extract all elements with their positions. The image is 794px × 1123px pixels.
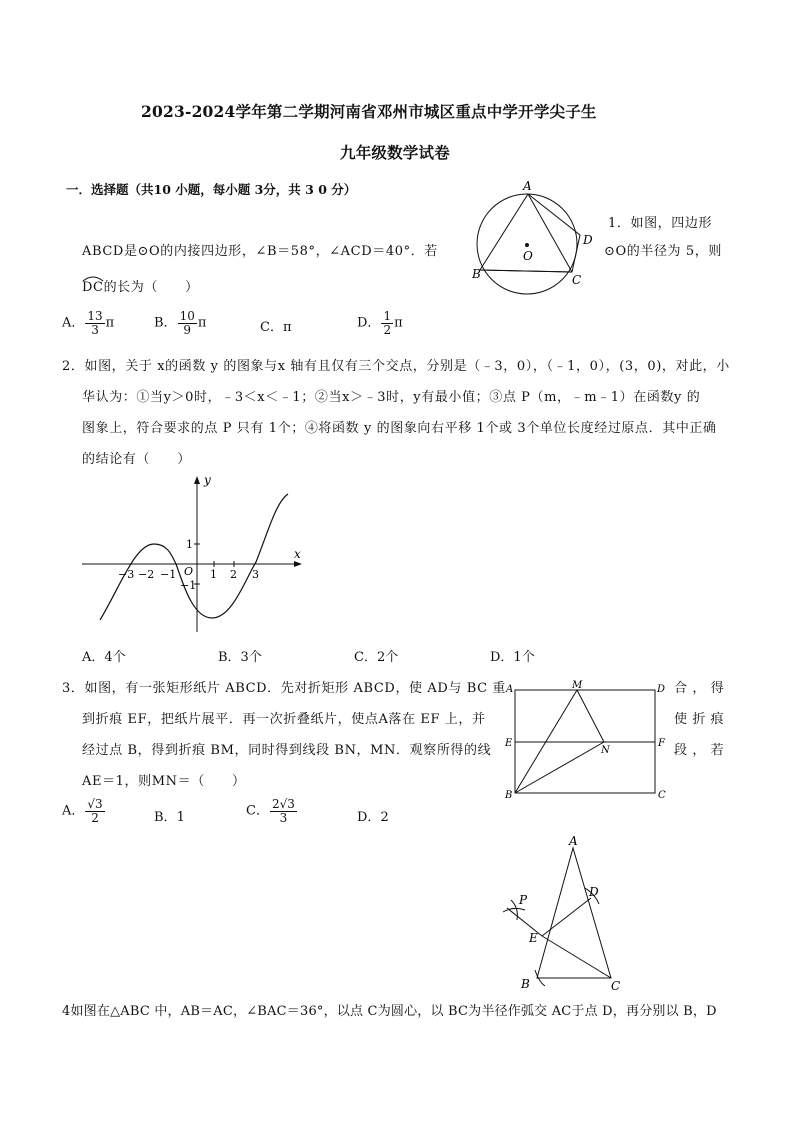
q4-triangle-figure bbox=[495, 836, 635, 996]
seg-mn bbox=[577, 690, 604, 742]
origin-label: O bbox=[184, 565, 194, 578]
q3-line1-right: 合 ， 得 bbox=[674, 681, 725, 696]
chord-bc bbox=[480, 270, 572, 272]
svg-text:P: P bbox=[519, 893, 528, 907]
q4-line1: 4如图在△ABC 中，AB＝AC，∠BAC＝36°，以点 C为圆心，以 BC为半径作弧交 AC于点 D，再分别以 B，D bbox=[62, 1004, 717, 1019]
label-o: O bbox=[523, 249, 533, 263]
triangle-abc bbox=[537, 848, 611, 978]
q1-option-c[interactable]: C．π bbox=[260, 320, 292, 335]
arc-dc: DC bbox=[82, 280, 104, 295]
tick-label-y-1: 1 bbox=[186, 538, 193, 551]
svg-text:E: E bbox=[529, 931, 538, 945]
q2-option-a[interactable]: A．4个 bbox=[82, 650, 126, 665]
svg-text:A: A bbox=[506, 684, 514, 695]
q1-option-a[interactable]: A． $\frac{13}{3}$ π bbox=[62, 309, 115, 337]
svg-text:A: A bbox=[569, 834, 578, 848]
tick-label-y--1: −1 bbox=[180, 579, 197, 592]
tick-label-x-3: 3 bbox=[252, 568, 259, 581]
axis-x-label: x bbox=[294, 547, 301, 561]
svg-text:N: N bbox=[601, 745, 610, 756]
arc-p2 bbox=[503, 908, 525, 912]
q3-rectangle-figure bbox=[500, 680, 675, 800]
q3-option-d[interactable]: D．2 bbox=[357, 810, 389, 825]
q3-option-b[interactable]: B．1 bbox=[154, 810, 185, 825]
q2-line3: 图象上，符合要求的点 P 只有 1个；④将函数 y 的图象向右平移 1个或 3个单位长度经过原点．其中正确 bbox=[82, 421, 717, 436]
q2-option-c[interactable]: C．2个 bbox=[354, 650, 399, 665]
q3-option-c[interactable]: C． $\frac{2√3}{3}$ bbox=[246, 797, 295, 825]
q3-line2-right: 使 折 痕 bbox=[674, 712, 725, 727]
q2-line1: 2．如图，关于 x的函数 y 的图象与x 轴有且仅有三个交点，分别是（﹣3，0），（﹣1，0），(3，0)，对此，小 bbox=[62, 359, 730, 374]
q2-function-graph bbox=[80, 472, 310, 637]
exam-title-line2: 九年级数学试卷 bbox=[340, 143, 450, 162]
svg-text:E: E bbox=[505, 738, 513, 749]
function-curve bbox=[100, 494, 288, 620]
q1-option-b[interactable]: B． $\frac{10}{9}$ π bbox=[154, 309, 207, 337]
q1-lead: 1．如图，四边形 bbox=[608, 216, 713, 231]
q2-option-b[interactable]: B．3个 bbox=[218, 650, 262, 665]
label-c: C bbox=[572, 273, 582, 287]
svg-text:C: C bbox=[658, 790, 666, 801]
exam-title-line1: 2023-2024学年第二学期河南省邓州市城区重点中学开学尖子生 bbox=[141, 102, 597, 121]
tick-label-x-1: 1 bbox=[210, 568, 217, 581]
center-dot bbox=[525, 243, 529, 247]
svg-text:C: C bbox=[611, 979, 621, 993]
axis-y-label: y bbox=[204, 473, 211, 487]
seg-ed bbox=[542, 898, 591, 936]
q1-circle-figure bbox=[470, 180, 600, 290]
svg-text:D: D bbox=[657, 684, 666, 695]
tick-label-x--2: −2 bbox=[138, 568, 155, 581]
label-a: A bbox=[523, 179, 532, 193]
q3-line4: AE＝1，则MN＝（ ） bbox=[82, 774, 246, 789]
tick-label-x-2: 2 bbox=[230, 568, 237, 581]
q3-line3-right: 段 ， 若 bbox=[674, 743, 725, 758]
section-heading: 一．选择题（共10 小题，每小题 3分，共 3 0 分） bbox=[66, 182, 357, 197]
diag-ac bbox=[528, 194, 572, 272]
q3-line3: 经过点 B，得到折痕 BM，同时得到线段 BN，MN．观察所得的线 bbox=[82, 743, 492, 758]
svg-text:M: M bbox=[572, 680, 583, 691]
q2-line4: 的结论有（ ） bbox=[82, 452, 191, 467]
svg-text:B: B bbox=[505, 790, 513, 801]
q1-line-a: ABCD是⊙O的内接四边形，∠B＝58°，∠ACD＝40°．若 bbox=[82, 244, 438, 259]
q3-option-a[interactable]: A． $\frac{√3}{2}$ bbox=[62, 797, 103, 825]
svg-text:F: F bbox=[658, 738, 665, 749]
label-d: D bbox=[583, 233, 593, 247]
q2-line2: 华认为：①当y＞0时，﹣3＜x＜﹣1；②当x＞﹣3时，y有最小值；③点 P（m，﹣m﹣1）在函数y 的 bbox=[82, 390, 701, 405]
tick-label-x--1: −1 bbox=[160, 568, 177, 581]
tick-label-x--3: −3 bbox=[118, 568, 135, 581]
q1-line-b: DC的长为（ ） bbox=[82, 276, 199, 295]
label-b: B bbox=[472, 267, 481, 281]
seg-bn bbox=[515, 742, 604, 793]
q2-option-d[interactable]: D．1个 bbox=[490, 650, 535, 665]
q3-line2: 到折痕 EF，把纸片展平．再一次折叠纸片，使点A落在 EF 上，并 bbox=[82, 712, 486, 727]
arc-p1 bbox=[511, 900, 517, 920]
svg-text:D: D bbox=[589, 885, 599, 899]
q3-line1: 3．如图，有一张矩形纸片 ABCD．先对折矩形 ABCD，使 AD与 BC 重 bbox=[62, 681, 506, 696]
q1-option-d[interactable]: D． $\frac{1}{2}$ π bbox=[357, 309, 403, 337]
svg-text:B: B bbox=[521, 977, 530, 991]
q1-line-a-right: ⊙O的半径为 5，则 bbox=[604, 244, 722, 259]
